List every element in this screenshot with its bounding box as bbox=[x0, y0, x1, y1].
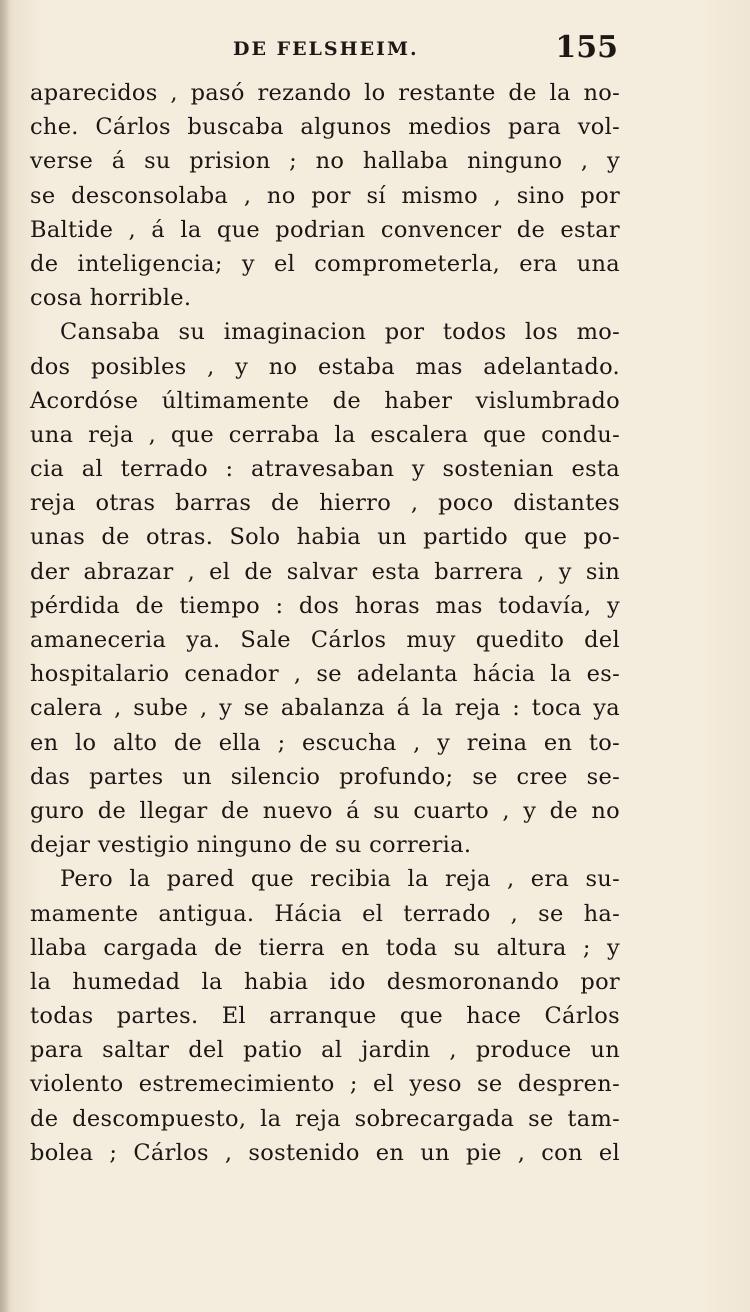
text-line: Acordóse últimamente de haber vislumbrado bbox=[30, 387, 620, 414]
text-line: la humedad la habia ido desmoronando por bbox=[30, 968, 620, 995]
text-line: bolea ; Cárlos , sostenido en un pie , con el bbox=[30, 1139, 620, 1166]
binding-shadow bbox=[0, 0, 10, 1312]
text-line: se desconsolaba , no por sí mismo , sino por bbox=[30, 182, 620, 209]
running-head bbox=[28, 30, 622, 66]
text-line: para saltar del patio al jardin , produce un bbox=[30, 1037, 620, 1064]
text-line: aparecidos , pasó rezando lo restante de la no- bbox=[30, 80, 620, 106]
text-line: pérdida de tiempo : dos horas mas todavía, y bbox=[30, 592, 620, 619]
text-line: una reja , que cerraba la escalera que condu- bbox=[30, 421, 620, 448]
text-line: todas partes. El arranque que hace Cárlos bbox=[30, 1003, 620, 1030]
text-line: mamente antigua. Hácia el terrado , se ha- bbox=[30, 900, 620, 927]
text-line: che. Cárlos buscaba algunos medios para vol- bbox=[30, 114, 620, 141]
text-line: violento estremecimiento ; el yeso se despren- bbox=[30, 1071, 620, 1098]
text-line: hospitalario cenador , se adelanta hácia la es- bbox=[30, 661, 620, 688]
text-line: cia al terrado : atravesaban y sostenian esta bbox=[30, 456, 620, 483]
text-line: Baltide , á la que podrian convencer de estar bbox=[30, 216, 620, 243]
text-line: unas de otras. Solo habia un partido que po- bbox=[30, 524, 620, 551]
text-line: en lo alto de ella ; escucha , y reina en to- bbox=[30, 729, 620, 756]
text-line: cosa horrible. bbox=[30, 285, 192, 312]
text-line: dejar vestigio ninguno de su correria. bbox=[30, 832, 472, 859]
text-line: dos posibles , y no estaba mas adelantado. bbox=[30, 353, 620, 380]
text-line: llaba cargada de tierra en toda su altura ; y bbox=[30, 934, 620, 961]
page-number: 155 bbox=[555, 30, 618, 65]
text-line: de descompuesto, la reja sobrecargada se tam- bbox=[30, 1105, 620, 1132]
text-line: guro de llegar de nuevo á su cuarto , y de no bbox=[30, 797, 620, 824]
body-text bbox=[30, 76, 620, 1170]
text-line: Pero la pared que recibia la reja , era su- bbox=[60, 866, 620, 893]
running-title: DE FELSHEIM. bbox=[233, 38, 419, 60]
text-line: amaneceria ya. Sale Cárlos muy quedito del bbox=[30, 627, 620, 653]
text-line: verse á su prision ; no hallaba ninguno , y bbox=[30, 148, 620, 175]
text-line: das partes un silencio profundo; se cree se- bbox=[30, 763, 620, 790]
text-line: Cansaba su imaginacion por todos los mo- bbox=[60, 319, 620, 346]
text-line: reja otras barras de hierro , poco distantes bbox=[30, 490, 620, 517]
text-line: de inteligencia; y el comprometerla, era una bbox=[30, 250, 620, 277]
text-line: calera , sube , y se abalanza á la reja : toca ya bbox=[30, 695, 620, 722]
text-line: der abrazar , el de salvar esta barrera , y sin bbox=[30, 558, 620, 585]
